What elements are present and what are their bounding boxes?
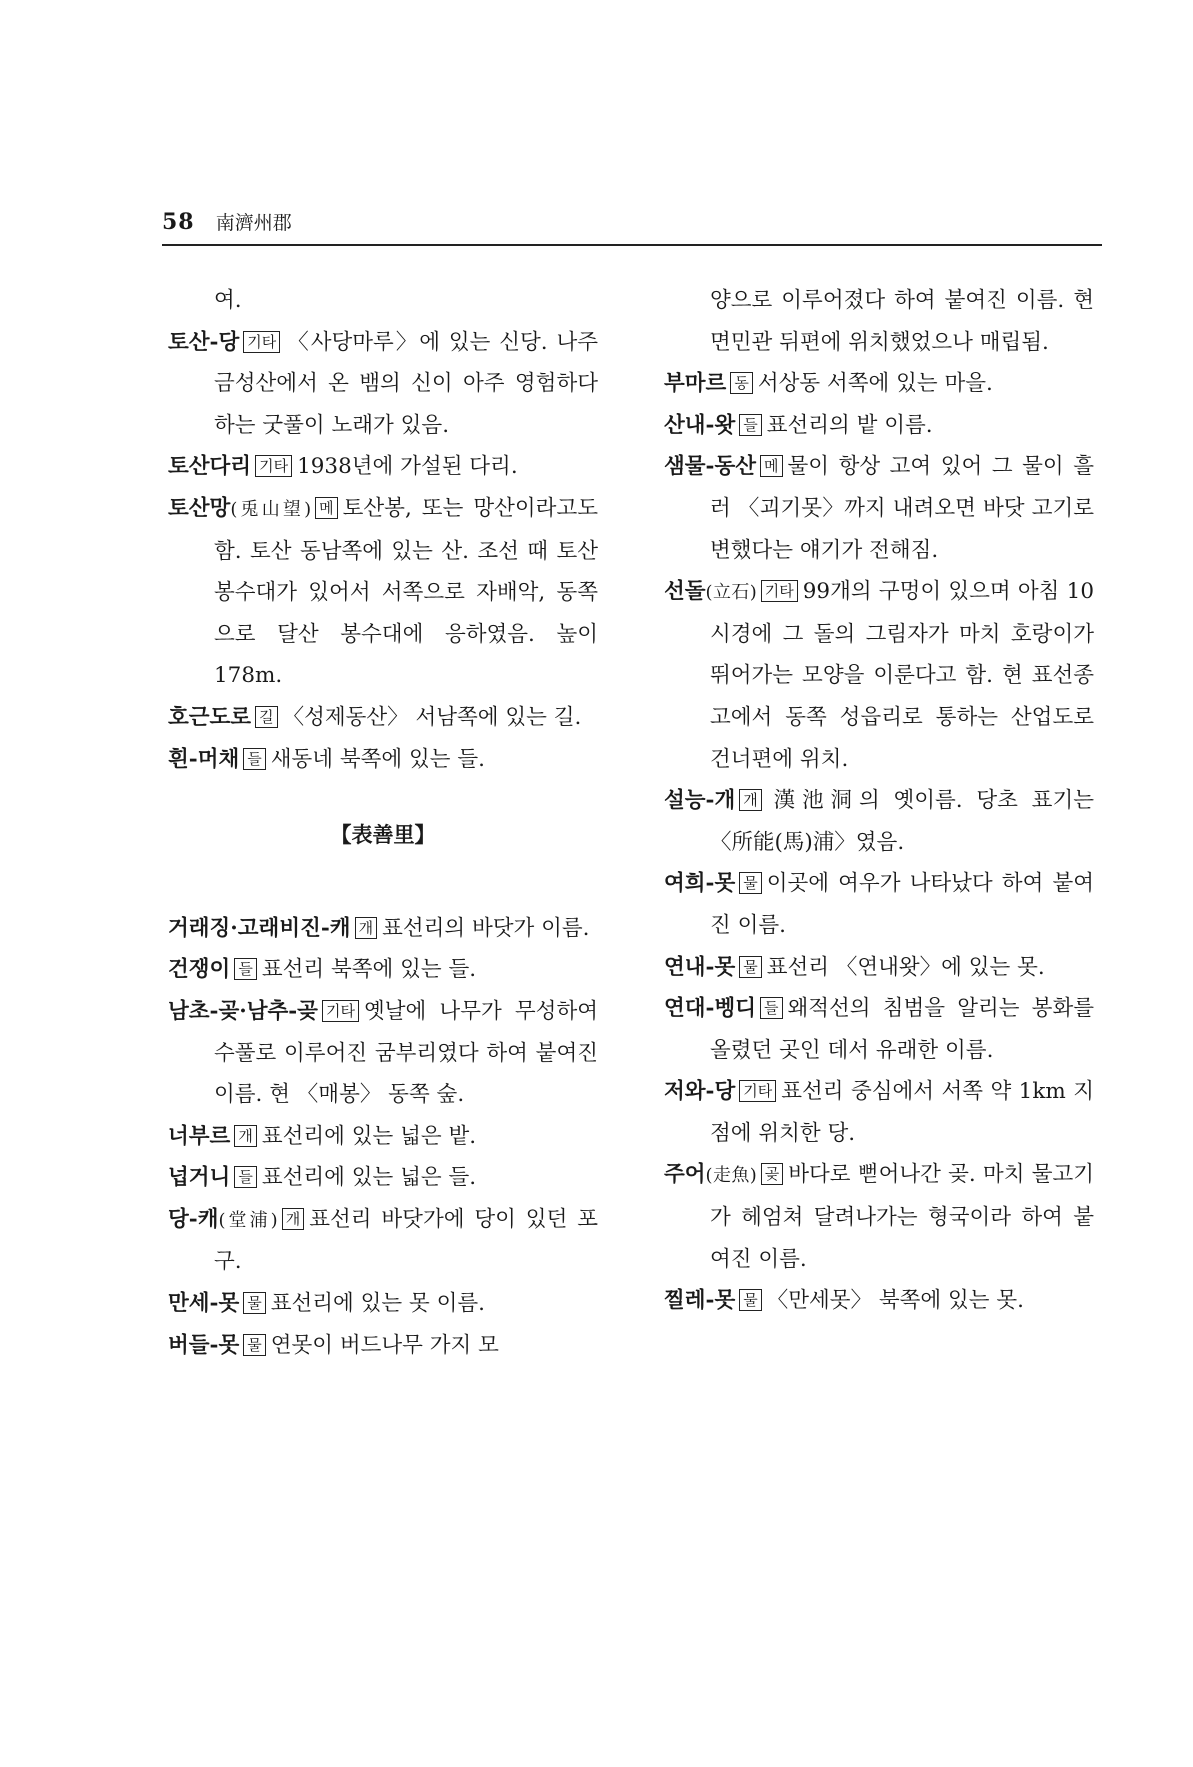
entry-term: 토산망 — [168, 495, 231, 521]
category-tag: 들 — [760, 997, 783, 1019]
entry-definition: 표선리의 밭 이름. — [766, 412, 933, 438]
dictionary-entry — [664, 863, 1094, 946]
left-entries-top — [168, 280, 598, 780]
category-tag: 메 — [315, 497, 338, 519]
entry-term: 건쟁이 — [168, 957, 231, 983]
entry-term: 호근도로 — [168, 704, 252, 730]
category-tag: 기타 — [255, 455, 292, 477]
entry-definition: 표선리 중심에서 서쪽 약 1km 지점에 위치한 당. — [710, 1079, 1094, 1146]
running-title: 南濟州郡 — [215, 212, 292, 234]
dictionary-entry — [664, 280, 1094, 363]
entry-definition: 새동네 북쪽에 있는 들. — [270, 746, 485, 772]
entry-definition: 서상동 서쪽에 있는 마을. — [757, 371, 993, 397]
category-tag: 물 — [243, 1292, 266, 1314]
section-heading: 【表善里】 — [330, 822, 436, 848]
entry-definition: 물이 항상 고여 있어 그 물이 흘러 〈괴기못〉까지 내려오면 바닷 고기로 변했다는 얘기가 전해짐. — [710, 454, 1094, 563]
entry-term: 버들-못 — [168, 1332, 240, 1358]
dictionary-entry — [664, 571, 1094, 780]
category-tag: 개 — [234, 1125, 257, 1147]
dictionary-entry — [664, 947, 1094, 989]
dictionary-entry — [664, 1071, 1094, 1154]
entry-hanja: (走魚) — [705, 1165, 757, 1187]
category-tag: 기타 — [739, 1080, 776, 1102]
dictionary-entry — [168, 446, 598, 488]
dictionary-entry — [664, 1154, 1094, 1280]
entry-term: 만세-못 — [168, 1291, 240, 1317]
category-tag: 기타 — [243, 331, 280, 353]
dictionary-entry — [664, 405, 1094, 447]
category-tag: 개 — [739, 789, 762, 811]
dictionary-entry — [168, 322, 598, 447]
right-column — [664, 280, 1094, 1322]
entry-term: 설능-개 — [664, 788, 736, 814]
category-tag: 물 — [739, 872, 762, 894]
left-column — [168, 280, 598, 1366]
entry-hanja: (兎山望) — [230, 498, 312, 520]
dictionary-entry — [168, 739, 598, 781]
page-header — [162, 208, 1102, 246]
entry-definition: 〈만세못〉 북쪽에 있는 못. — [766, 1288, 1024, 1314]
entry-definition: 옛날에 나무가 무성하여 수풀로 이루어진 굼부리였다 하여 붙여진 이름. 현 〈매봉〉 동쪽 숲. — [214, 998, 598, 1108]
category-tag: 들 — [234, 958, 257, 980]
entry-definition: 〈사당마루〉에 있는 신당. 나주 금성산에서 온 뱀의 신이 아주 영험하다 하는 굿풀이 노래가 있음. — [214, 329, 598, 438]
entry-definition: 표선리 바닷가에 당이 있던 포구. — [214, 1206, 599, 1275]
entry-term: 연대-벵디 — [664, 996, 756, 1022]
category-tag: 개 — [355, 917, 378, 939]
entry-definition: 표선리에 있는 못 이름. — [270, 1291, 485, 1317]
category-tag: 개 — [282, 1208, 305, 1230]
entry-definition: 여. — [214, 288, 242, 313]
entry-definition: 바다로 뻗어나간 곶. 마치 물고기가 헤엄쳐 달려나가는 형국이라 하여 붙여진 이름. — [710, 1162, 1094, 1272]
dictionary-entry — [664, 446, 1094, 571]
dictionary-entry — [168, 488, 598, 697]
entry-definition: 양으로 이루어졌다 하여 붙여진 이름. 현 면민관 뒤편에 위치했었으나 매립됨. — [710, 288, 1094, 355]
category-tag: 들 — [234, 1166, 257, 1188]
dictionary-entry — [168, 280, 598, 322]
entry-term: 토산-당 — [168, 329, 240, 355]
category-tag: 곶 — [761, 1163, 784, 1185]
dictionary-entry — [168, 1116, 598, 1158]
entry-definition: 표선리의 바닷가 이름. — [382, 915, 590, 941]
entry-term: 저와-당 — [664, 1079, 736, 1105]
entry-definition: 〈성제동산〉 서남쪽에 있는 길. — [282, 704, 582, 730]
right-entries — [664, 280, 1094, 1322]
dictionary-entry — [664, 363, 1094, 405]
entry-definition: 漢池洞의 옛이름. 당초 표기는 〈所能(馬)浦〉였음. — [710, 788, 1094, 855]
entry-term: 선돌 — [664, 579, 706, 605]
entry-hanja: (堂浦) — [218, 1209, 278, 1231]
category-tag: 길 — [255, 706, 278, 728]
entry-term: 토산다리 — [168, 454, 252, 480]
category-tag: 기타 — [322, 1000, 359, 1022]
entry-term: 거래징·고래비진-캐 — [168, 915, 351, 941]
category-tag: 물 — [739, 956, 762, 978]
entry-definition: 이곳에 여우가 나타났다 하여 붙여진 이름. — [710, 871, 1094, 938]
entry-term: 산내-왓 — [664, 412, 736, 438]
entry-term: 부마르 — [664, 371, 727, 397]
entry-term: 찔레-못 — [664, 1288, 736, 1314]
category-tag: 들 — [243, 748, 266, 770]
entry-term: 당-캐 — [168, 1206, 219, 1232]
entry-definition: 99개의 구멍이 있으며 아침 10시경에 그 돌의 그림자가 마치 호랑이가 뛰어가는 모양을 이룬다고 함. 현 표선종고에서 동쪽 성읍리로 통하는 산업도로 건너편에 위치. — [710, 579, 1095, 772]
dictionary-entry — [168, 1283, 598, 1325]
entry-hanja: (立石) — [705, 582, 757, 604]
entry-definition: 표선리 북쪽에 있는 들. — [261, 957, 477, 983]
entry-definition: 표선리에 있는 넓은 들. — [261, 1165, 477, 1191]
dictionary-entry — [168, 1157, 598, 1199]
entry-definition: 토산봉, 또는 망산이라고도 함. 토산 동남쪽에 있는 산. 조선 때 토산 봉수대가 있어서 서쪽으로 자배악, 동쪽으로 달산 봉수대에 응하였음. 높이 178m. — [214, 495, 598, 689]
category-tag: 메 — [760, 455, 783, 477]
category-tag: 동 — [730, 372, 753, 394]
category-tag: 들 — [739, 414, 762, 436]
dictionary-entry — [664, 780, 1094, 863]
entry-term: 너부르 — [168, 1123, 231, 1149]
dictionary-entry — [168, 1199, 598, 1283]
entry-definition: 표선리 〈연내왓〉에 있는 못. — [766, 954, 1045, 980]
dictionary-entry — [168, 1325, 598, 1367]
entry-term: 남초-곶·남추-곶 — [168, 998, 318, 1024]
entry-term: 넙거니 — [168, 1165, 231, 1191]
entry-term: 주어 — [664, 1162, 706, 1188]
category-tag: 물 — [739, 1289, 762, 1311]
dictionary-entry — [168, 908, 598, 950]
left-entries-bottom — [168, 908, 598, 1367]
entry-term: 여희-못 — [664, 871, 736, 897]
page-number: 58 — [162, 209, 195, 235]
entry-definition: 1938년에 가설된 다리. — [297, 454, 518, 480]
entry-term: 흰-머채 — [168, 746, 240, 772]
dictionary-entry — [168, 991, 598, 1116]
entry-term: 샘물-동산 — [664, 454, 756, 480]
entry-definition: 왜적선의 침범을 알리는 봉화를 올렸던 곳인 데서 유래한 이름. — [710, 996, 1094, 1063]
category-tag: 기타 — [761, 580, 798, 602]
dictionary-entry — [664, 1280, 1094, 1322]
category-tag: 물 — [243, 1334, 266, 1356]
entry-definition: 표선리에 있는 넓은 밭. — [261, 1123, 477, 1149]
entry-definition: 연못이 버드나무 가지 모 — [270, 1332, 499, 1358]
dictionary-entry — [168, 949, 598, 991]
dictionary-entry — [664, 988, 1094, 1071]
dictionary-entry — [168, 697, 598, 739]
entry-term: 연내-못 — [664, 954, 736, 980]
